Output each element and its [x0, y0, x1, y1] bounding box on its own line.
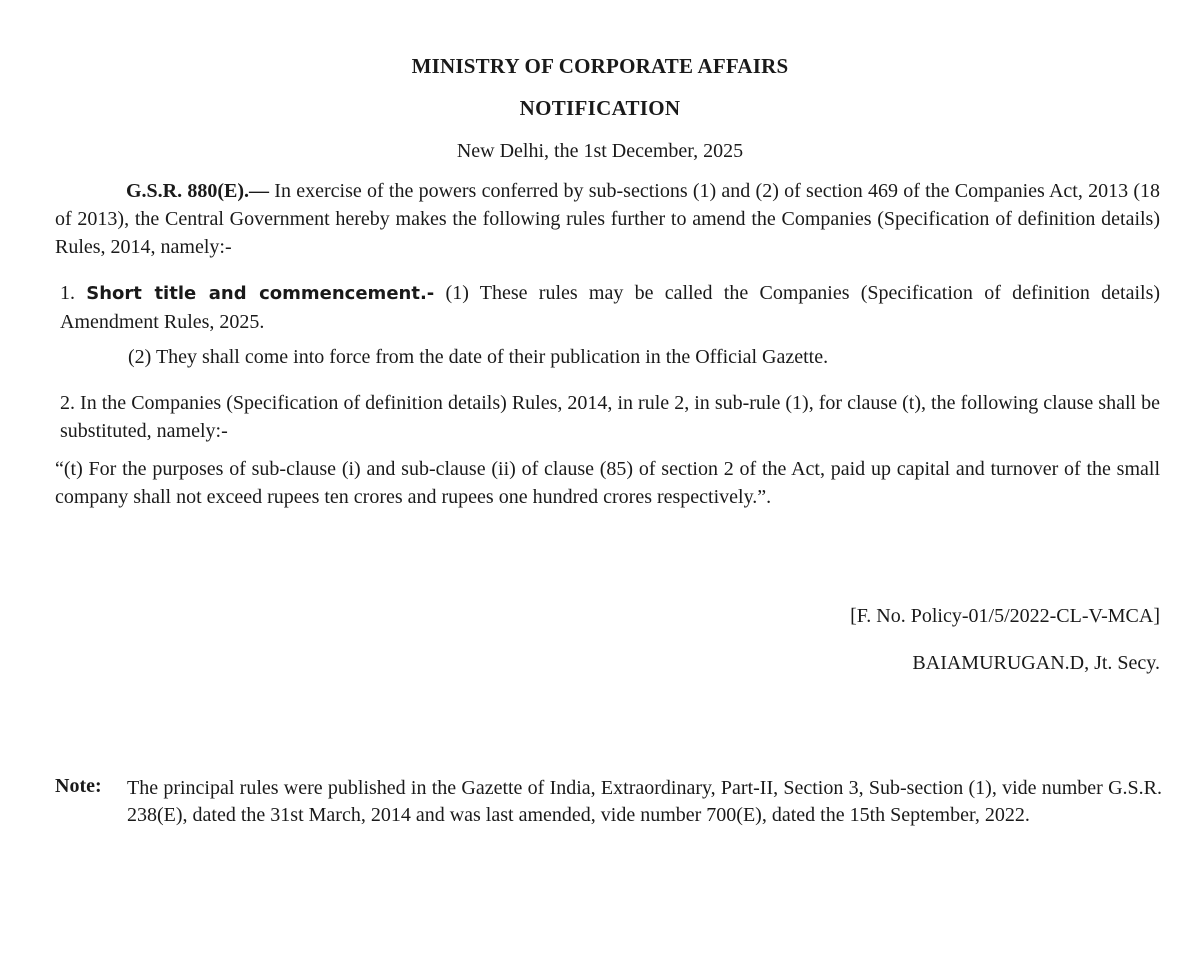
file-reference: [F. No. Policy-01/5/2022-CL-V-MCA] [850, 605, 1160, 627]
gsr-number: G.S.R. 880(E).— [126, 180, 270, 202]
preamble-paragraph [55, 177, 1160, 261]
rule-1-number: 1. [60, 282, 87, 304]
signatory: BAIAMURUGAN.D, Jt. Secy. [912, 652, 1160, 674]
preamble-text: In exercise of the powers conferred by sub-sections (1) and (2) of section 469 of the Companies Act, 2013 (18 of 2013), the Central Government hereby makes the following rules further to amend the Companies (Specification of definition details) Rules, 2014, namely:- [55, 180, 1160, 258]
ministry-heading: MINISTRY OF CORPORATE AFFAIRS [411, 54, 789, 78]
note-text: The principal rules were published in the Gazette of India, Extraordinary, Part-II, Section 3, Sub-section (1), vide number G.S.R. 238(E), dated the 31st March, 2014 and was last amended, vide number 700(E), dated the 15th September, 2022. [127, 777, 1162, 826]
substituted-clause: “(t) For the purposes of sub-clause (i) and sub-clause (ii) of clause (85) of section 2 of the Act, paid up capital and turnover of the small company shall not exceed rupees ten crores and rupees one hundred crores respectively.”. [55, 458, 1160, 508]
note-label: Note: [55, 775, 102, 797]
rule-2-paragraph: 2. In the Companies (Specification of definition details) Rules, 2014, in rule 2, in sub-rule (1), for clause (t), the following clause shall be substituted, namely:- [60, 392, 1160, 442]
date-line: New Delhi, the 1st December, 2025 [456, 140, 744, 162]
rule-1-subrule-2: (2) They shall come into force from the date of their publication in the Official Gazette. [128, 346, 829, 368]
notification-heading: NOTIFICATION [519, 96, 681, 120]
rule-1-heading: Short title and commencement.- [86, 283, 435, 304]
rule-1-text: (1) These rules may be called the Companies (Specification of definition details) Amendment Rules, 2025. [60, 282, 1161, 333]
rule-1-paragraph [60, 279, 1160, 336]
